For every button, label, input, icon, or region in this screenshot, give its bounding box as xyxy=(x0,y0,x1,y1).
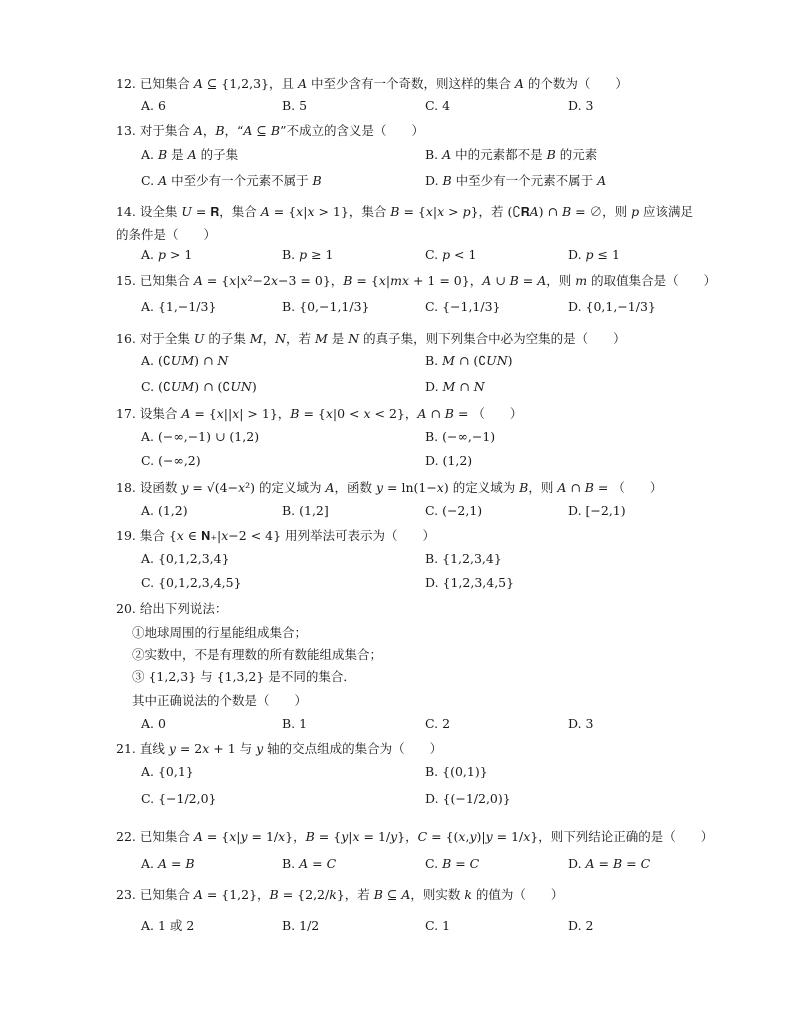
question-21 xyxy=(116,740,734,758)
question-stem: 20. 给出下列说法： xyxy=(116,601,228,616)
option-b: B. 𝑝 ≥ 1 xyxy=(282,247,334,262)
statement-3: ③ {1,2,3} 与 {1,3,2} 是不同的集合． xyxy=(132,669,356,684)
question-20-options xyxy=(141,715,761,733)
option-b: B. {1,2,3,4} xyxy=(425,551,502,566)
question-19-options-row2 xyxy=(141,574,761,592)
option-a: A. 𝑝 > 1 xyxy=(141,247,193,262)
option-a: A. 𝐴 = 𝐵 xyxy=(141,856,195,871)
question-22 xyxy=(116,828,734,846)
option-d: D. 𝐴 = 𝐵 = 𝐶 xyxy=(568,856,651,871)
option-c: C. 1 xyxy=(425,918,451,933)
option-a: A. 𝐵 是 𝐴 的子集 xyxy=(141,147,239,162)
option-c: C. 𝐵 = 𝐶 xyxy=(425,856,480,871)
question-stem: 19. 集合 {𝑥 ∈ 𝐍₊|𝑥−2 < 4} 用列举法可表示为（ ） xyxy=(116,528,436,543)
option-b: B. 𝐴 = 𝐶 xyxy=(282,856,337,871)
option-b: B. {0,−1,1/3} xyxy=(282,299,370,314)
option-a: A. {0,1,2,3,4} xyxy=(141,551,230,566)
option-d: D. [−2,1) xyxy=(568,503,626,518)
question-20-prompt: 其中正确说法的个数是（ ） xyxy=(132,693,308,708)
option-c: C. {−1,1/3} xyxy=(425,299,501,314)
question-18 xyxy=(116,479,734,497)
question-stem: 22. 已知集合 𝐴 = {𝑥|𝑦 = 1/𝑥}，𝐵 = {𝑦|𝑥 = 1/𝑦}，𝐶 = {(𝑥,𝑦)|𝑦 = 1/𝑥}，则下列结论正确的是（ ） xyxy=(116,829,714,844)
option-b: B. 1 xyxy=(282,716,308,731)
option-b: B. (1,2] xyxy=(282,503,329,518)
question-13-options-row2 xyxy=(141,172,761,190)
question-16-options-row1 xyxy=(141,352,761,370)
option-a: A. {1,−1/3} xyxy=(141,299,217,314)
question-15 xyxy=(116,272,734,290)
question-17-options-row2 xyxy=(141,452,761,470)
question-16 xyxy=(116,330,734,348)
option-a: A. 6 xyxy=(141,98,166,113)
option-c: C. (−2,1) xyxy=(425,503,483,518)
question-stem: 14. 设全集 𝑈 = 𝐑，集合 𝐴 = {𝑥|𝑥 > 1}，集合 𝐵 = {𝑥|𝑥 > 𝑝}，若 (∁𝐑𝐴) ∩ 𝐵 = ∅，则 𝑝 应该满足的条件是（ ） xyxy=(116,204,694,242)
option-b: B. 𝐴 中的元素都不是 𝐵 的元素 xyxy=(425,147,598,162)
option-c: C. {0,1,2,3,4,5} xyxy=(141,575,242,590)
option-d: D. 𝑀 ∩ 𝑁 xyxy=(425,379,485,394)
option-d: D. 𝐵 中至少有一个元素不属于 𝐴 xyxy=(425,173,607,188)
option-a: A. 0 xyxy=(141,716,166,731)
option-c: C. 2 xyxy=(425,716,451,731)
question-15-options xyxy=(141,298,761,316)
option-a: A. 1 或 2 xyxy=(141,918,195,933)
option-a: A. (∁𝑈𝑀) ∩ 𝑁 xyxy=(141,353,229,368)
option-a: A. (1,2) xyxy=(141,503,188,518)
question-21-options-row2 xyxy=(141,790,761,808)
option-d: D. (1,2) xyxy=(425,453,473,468)
question-stem: 12. 已知集合 𝐴 ⊆ {1,2,3}，且 𝐴 中至少含有一个奇数，则这样的集合 𝐴 的个数为（ ） xyxy=(116,76,628,91)
question-stem: 23. 已知集合 𝐴 = {1,2}，𝐵 = {2,2/𝑘}，若 𝐵 ⊆ 𝐴，则实数 𝑘 的值为（ ） xyxy=(116,887,564,902)
option-d: D. 3 xyxy=(568,716,594,731)
question-14-options xyxy=(141,246,761,264)
option-d: D. {0,1,−1/3} xyxy=(568,299,656,314)
question-13 xyxy=(116,122,734,140)
option-c: C. {−1/2,0} xyxy=(141,791,217,806)
question-19 xyxy=(116,527,734,545)
question-stem: 17. 设集合 𝐴 = {𝑥||𝑥| > 1}，𝐵 = {𝑥|0 < 𝑥 < 2}，𝐴 ∩ 𝐵 = （ ） xyxy=(116,406,523,421)
question-12-options xyxy=(141,97,761,115)
option-b: B. (−∞,−1) xyxy=(425,429,496,444)
option-c: C. 𝐴 中至少有一个元素不属于 𝐵 xyxy=(141,173,322,188)
question-stem: 16. 对于全集 𝑈 的子集 𝑀，𝑁，若 𝑀 是 𝑁 的真子集，则下列集合中必为空集的是（ ） xyxy=(116,331,626,346)
option-a: A. {0,1} xyxy=(141,764,194,779)
option-c: C. (∁𝑈𝑀) ∩ (∁𝑈𝑁) xyxy=(141,379,257,394)
question-16-options-row2 xyxy=(141,378,761,396)
question-17 xyxy=(116,405,734,423)
option-b: B. 𝑀 ∩ (∁𝑈𝑁) xyxy=(425,353,513,368)
option-d: D. 𝑝 ≤ 1 xyxy=(568,247,620,262)
option-d: D. 2 xyxy=(568,918,594,933)
question-stem: 21. 直线 𝑦 = 2𝑥 + 1 与 𝑦 轴的交点组成的集合为（ ） xyxy=(116,741,443,756)
question-23 xyxy=(116,886,734,904)
option-c: C. (−∞,2) xyxy=(141,453,201,468)
option-b: B. 1/2 xyxy=(282,918,320,933)
question-13-options-row1 xyxy=(141,146,761,164)
option-d: D. 3 xyxy=(568,98,594,113)
option-b: B. {(0,1)} xyxy=(425,764,488,779)
option-b: B. 5 xyxy=(282,98,308,113)
question-17-options-row1 xyxy=(141,428,761,446)
statement-1: ①地球周围的行星能组成集合； xyxy=(132,625,308,640)
statement-2: ②实数中，不是有理数的所有数能组成集合； xyxy=(132,647,383,662)
option-a: A. (−∞,−1) ∪ (1,2) xyxy=(141,429,260,444)
question-stem: 18. 设函数 𝑦 = √(4−𝑥²) 的定义域为 𝐴，函数 𝑦 = ln(1−𝑥) 的定义域为 𝐵，则 𝐴 ∩ 𝐵 = （ ） xyxy=(116,480,663,495)
question-14 xyxy=(116,200,694,246)
question-stem: 13. 对于集合 𝐴，𝐵，“𝐴 ⊆ 𝐵”不成立的含义是（ ） xyxy=(116,123,424,138)
option-d: D. {(−1/2,0)} xyxy=(425,791,511,806)
question-23-options xyxy=(141,917,761,935)
question-19-options-row1 xyxy=(141,550,761,568)
question-22-options xyxy=(141,855,761,873)
question-18-options xyxy=(141,502,761,520)
question-12 xyxy=(116,75,734,93)
question-stem: 15. 已知集合 𝐴 = {𝑥|𝑥²−2𝑥−3 = 0}，𝐵 = {𝑥|𝑚𝑥 + 1 = 0}，𝐴 ∪ 𝐵 = 𝐴，则 𝑚 的取值集合是（ ） xyxy=(116,273,717,288)
option-c: C. 𝑝 < 1 xyxy=(425,247,477,262)
question-20 xyxy=(116,600,734,618)
option-c: C. 4 xyxy=(425,98,451,113)
option-d: D. {1,2,3,4,5} xyxy=(425,575,515,590)
question-21-options-row1 xyxy=(141,763,761,781)
